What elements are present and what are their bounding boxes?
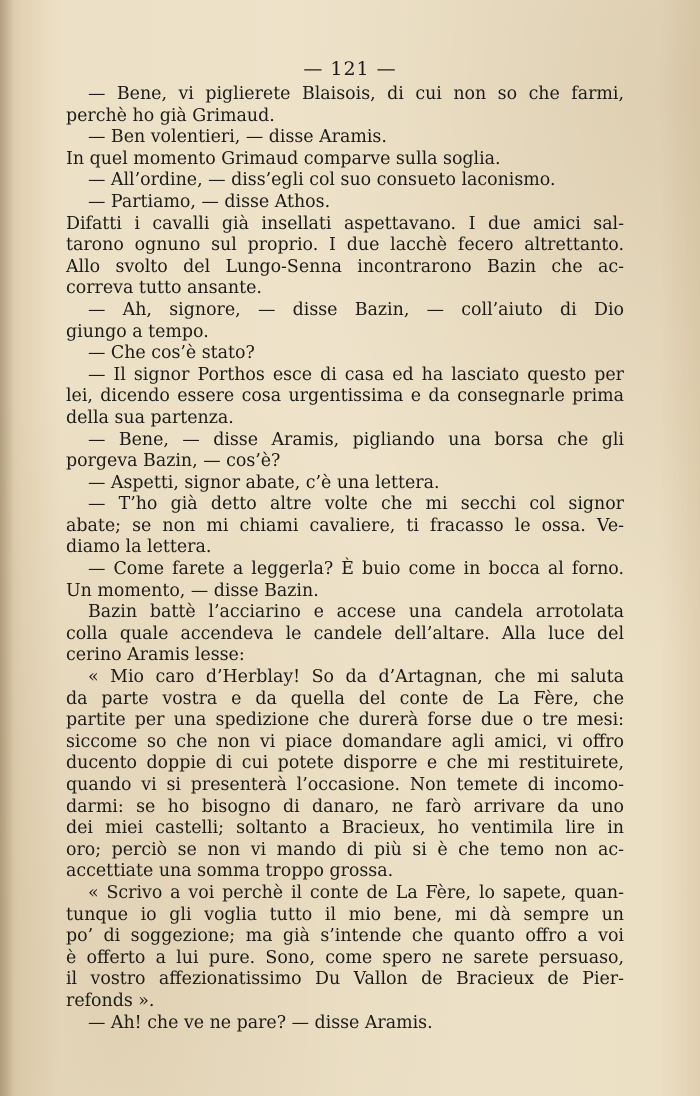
text-line: « Scrivo a voi perchè il conte de La Fère, lo sapete, quan- bbox=[88, 882, 624, 903]
text-line: — Ah, signore, — disse Bazin, — coll’aiuto di Dio bbox=[88, 299, 624, 320]
text-line: Bazin battè l’acciarino e accese una candela arrotolata bbox=[88, 602, 624, 623]
text-line: po’ di soggezione; ma già s’intende che quanto offro a voi bbox=[66, 926, 624, 947]
body-text bbox=[66, 84, 624, 1034]
text-line: lei, dicendo essere cosa urgentissima e da consegnarle prima bbox=[66, 386, 624, 407]
text-line: dei miei castelli; soltanto a Bracieux, ho ventimila lire in bbox=[66, 818, 624, 839]
text-line: quando vi si presenterà l’occasione. Non temete di incomo- bbox=[66, 775, 624, 795]
text-line: Un momento, — disse Bazin. bbox=[66, 580, 319, 601]
text-line: — Ben volentieri, — disse Aramis. bbox=[88, 127, 387, 148]
text-line: oro; perciò se non vi mando di più si è che temo non ac- bbox=[66, 839, 624, 860]
text-line: giungo a tempo. bbox=[66, 321, 209, 342]
text-line: — Che cos’è stato? bbox=[88, 343, 255, 364]
text-line: porgeva Bazin, — cos’è? bbox=[66, 451, 281, 472]
text-line: refonds ». bbox=[66, 990, 155, 1011]
text-line: da parte vostra e da quella del conte de La Fère, che bbox=[66, 688, 624, 709]
page-gutter-shadow bbox=[0, 0, 14, 1096]
text-line: Allo svolto del Lungo-Senna incontrarono Bazin che ac- bbox=[66, 256, 624, 277]
text-line: cerino Aramis lesse: bbox=[66, 645, 245, 666]
text-line: — T’ho già detto altre volte che mi secchi col signor bbox=[88, 494, 624, 515]
text-line: — Ah! che ve ne pare? — disse Aramis. bbox=[88, 1012, 433, 1033]
text-line: Difatti i cavalli già insellati aspettavano. I due amici sal- bbox=[66, 213, 624, 234]
text-line: In quel momento Grimaud comparve sulla soglia. bbox=[66, 148, 501, 169]
text-line: correva tutto ansante. bbox=[66, 278, 262, 299]
page-number: — 121 — bbox=[303, 58, 397, 80]
text-line: diamo la lettera. bbox=[66, 537, 212, 558]
text-line: abate; se non mi chiami cavaliere, ti fracasso le ossa. Ve- bbox=[66, 515, 624, 536]
text-line: accettiate una somma troppo grossa. bbox=[66, 861, 394, 882]
text-line: partite per una spedizione che durerà forse due o tre mesi: bbox=[66, 710, 624, 731]
text-line: siccome so che non vi piace domandare agli amici, vi offro bbox=[66, 731, 624, 752]
text-line: tunque io gli voglia tutto il mio bene, mi dà sempre un bbox=[66, 904, 624, 925]
text-line: — Il signor Porthos esce di casa ed ha lasciato questo per bbox=[88, 364, 624, 385]
text-line: ducento doppie di cui potete disporre e che mi restituirete, bbox=[66, 753, 624, 774]
text-line: darmi: se ho bisogno di danaro, ne farò arrivare da uno bbox=[66, 796, 624, 817]
text-line: — Bene, vi piglierete Blaisois, di cui non so che farmi, bbox=[88, 84, 624, 104]
text-line: — All’ordine, — diss’egli col suo consueto laconismo. bbox=[88, 170, 556, 191]
text-line: « Mio caro d’Herblay! So da d’Artagnan, che mi saluta bbox=[88, 667, 624, 688]
text-line: il vostro affezionatissimo Du Vallon de Bracieux de Pier- bbox=[66, 969, 624, 990]
text-line: perchè ho già Grimaud. bbox=[66, 105, 275, 126]
text-line: tarono ognuno sul proprio. I due lacchè fecero altrettanto. bbox=[66, 235, 624, 256]
text-line: — Bene, — disse Aramis, pigliando una borsa che gli bbox=[88, 429, 624, 450]
text-line: — Aspetti, signor abate, c’è una lettera. bbox=[88, 472, 440, 493]
text-line: — Come farete a leggerla? È buio come in bocca al forno. bbox=[88, 559, 624, 580]
text-line: della sua partenza. bbox=[66, 407, 234, 428]
text-line: è offerto a lui pure. Sono, come spero ne sarete persuaso, bbox=[66, 947, 624, 968]
text-line: colla quale accendeva le candele dell’altare. Alla luce del bbox=[66, 623, 624, 644]
text-line: — Partiamo, — disse Athos. bbox=[88, 191, 331, 212]
